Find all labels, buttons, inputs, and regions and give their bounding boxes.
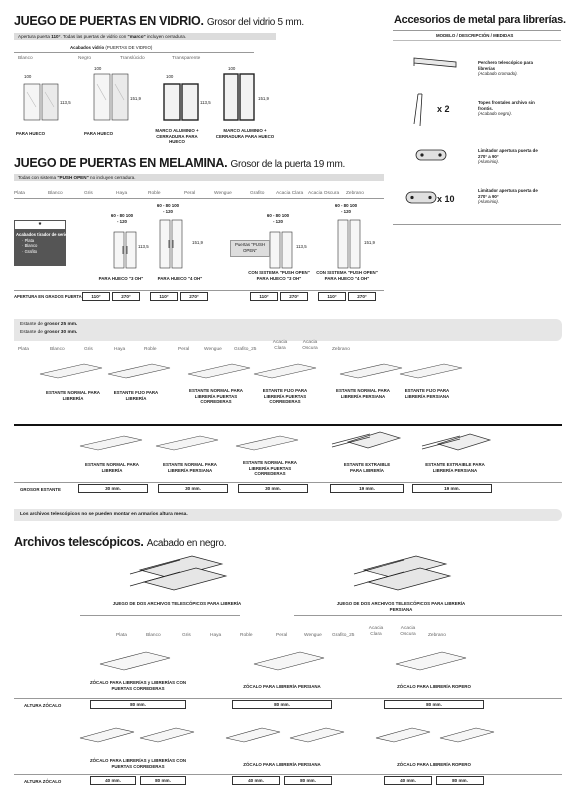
shelves-note: Los archivos telescópicos no se pueden montar en armarios altura mesa. — [20, 512, 188, 517]
melamine-title: JUEGO DE PUERTAS EN MELAMINA. — [14, 156, 228, 170]
plinth1-label: ZÓCALO PARA LIBRERÍA PERSIANA — [243, 684, 321, 689]
glass-title: JUEGO DE PUERTAS EN VIDRIO. — [14, 14, 204, 28]
metal-item-note: (Aluminio). — [478, 199, 499, 204]
angle-cell: 270° — [280, 292, 308, 301]
melamine-color: Zebrano — [346, 191, 364, 196]
mel-h-1: 113,5 — [138, 244, 149, 249]
plinth-row1-drawing — [100, 648, 500, 678]
plinth1-height-label: ALTURA ZÓCALO — [24, 703, 62, 708]
files-color: Blanco — [146, 633, 161, 638]
glass-finish: Translúcido — [120, 56, 145, 61]
metal-divider — [393, 30, 561, 31]
plinth1-label: ZÓCALO PARA LIBRERÍAS y LIBRERÍAS CON PUERTAS CORREDERAS — [89, 680, 187, 691]
metal-item-title: Perchero telescópico para librerías — [478, 60, 533, 71]
plinth1-height: 80 mm. — [232, 700, 332, 709]
mel-w-4: 60 - 80 100 - 120 — [334, 203, 358, 214]
mel-item-label: CON SISTEMA "PUSH OPEN" PARA HUECO "4 OH" — [316, 270, 378, 281]
shelf-color: Grafito_25 — [234, 347, 257, 352]
files-color: Plata — [116, 633, 127, 638]
thickness-cell: 30 mm. — [238, 484, 308, 493]
shelf-color: Blanco — [50, 347, 65, 352]
files-divider-1 — [80, 615, 240, 616]
melamine-color: Wengue — [214, 191, 232, 196]
glass-note-marco: "marco" — [127, 34, 146, 39]
handle-star: * — [14, 220, 66, 230]
metal-item-title: Topes frontales archivo sin frontis. — [478, 100, 535, 111]
shelves-rule — [14, 424, 562, 426]
shelf-row1-label: ESTANTE FIJO PARA LIBRERÍA PUERTAS CORREDERAS — [262, 388, 308, 404]
files-color: Acacia Clara — [368, 626, 384, 637]
glass-h-2: 151,9 — [130, 96, 141, 101]
glass-item-label: PARA HUECO — [84, 131, 114, 136]
angle-cell: 110° — [318, 292, 346, 301]
melamine-color: Haya — [116, 191, 128, 196]
shelf-color: Roble — [144, 347, 157, 352]
angle-cell: 270° — [180, 292, 208, 301]
melamine-color: Blanco — [48, 191, 63, 196]
plinth2-height: 80 mm. — [284, 776, 332, 785]
handle-list — [14, 238, 66, 254]
shelves-band — [14, 319, 562, 341]
shelves-row1-drawing — [40, 360, 500, 385]
files-color: Roble — [240, 633, 253, 638]
files-color: Zebrano — [428, 633, 446, 638]
melamine-note-suffix: no incluyen cerradura. — [88, 175, 136, 180]
melamine-color: Plata — [14, 191, 25, 196]
files-color: Grafito_25 — [332, 633, 355, 638]
angle-cell: 270° — [348, 292, 376, 301]
shelf-row1-label: ESTANTE NORMAL PARA LIBRERÍA PUERTAS CORREDERAS — [189, 388, 243, 404]
mel-h-3: 113,5 — [296, 244, 307, 249]
angle-cell: 110° — [250, 292, 278, 301]
metal-item-title: Limitador apertura puerta de 270° a 90° — [478, 188, 538, 199]
melamine-colors-divider — [14, 198, 384, 199]
metal-item-title: Limitador apertura puerta de 270° a 90° — [478, 148, 538, 159]
plinth2-height: 80 mm. — [436, 776, 484, 785]
plinth2-height: 80 mm. — [140, 776, 186, 785]
thickness-cell: 30 mm. — [78, 484, 148, 493]
handle-item: · Plata — [22, 238, 35, 243]
mel-h-2: 151,9 — [192, 240, 203, 245]
files-color: Acacia Oscura — [400, 626, 416, 637]
shelf-row1-label: ESTANTE NORMAL PARA LIBRERÍA PERSIANA — [336, 388, 390, 399]
shelves-band-line1: Estante de grosor 25 mm. — [20, 322, 78, 327]
plinth2-label: ZÓCALO PARA LIBRERÍAS y LIBRERÍAS CON PUERTAS CORREDERAS — [89, 758, 187, 769]
mel-h-4: 151,9 — [364, 240, 375, 245]
melamine-note — [14, 174, 384, 181]
plinth1-height: 80 mm. — [90, 700, 186, 709]
plinth2-height: 40 mm. — [384, 776, 432, 785]
shelf-color: Acacia Clara — [272, 340, 288, 351]
shelf-row2-label: ESTANTE NORMAL PARA LIBRERÍA PERSIANA — [163, 462, 217, 473]
mel-w-1: 60 - 80 100 - 120 — [110, 213, 134, 224]
metal-header: MODELO / DESCRIPCIÓN / MEDIDAS — [436, 33, 514, 38]
metal-bottom-divider — [393, 224, 561, 225]
melamine-color: Acacia Oscura — [308, 191, 340, 196]
plinth-row2-drawing — [80, 722, 520, 752]
files-item-label: JUEGO DE DOS ARCHIVOS TELESCÓPICOS PARA LIBRERÍA — [112, 601, 242, 606]
glass-finishes-label: Acabados vidrio — [70, 45, 105, 50]
shelf-row2-label: ESTANTE NORMAL PARA LIBRERÍA PUERTAS CORREDERAS — [243, 460, 297, 476]
plinth2-height: 40 mm. — [232, 776, 280, 785]
shelves-note-band — [14, 509, 562, 521]
glass-h-3: 113,5 — [200, 100, 211, 105]
glass-finishes-paren: (PUERTAS DE VIDRIO) — [105, 45, 153, 50]
files-color: Wengue — [304, 633, 322, 638]
files-divider-2 — [294, 615, 562, 616]
melamine-section-title — [14, 156, 345, 170]
files-color: Haya — [210, 633, 222, 638]
plinth1-divider — [14, 698, 562, 699]
glass-w-3: 100 — [166, 74, 174, 79]
plinth2-height-label: ALTURA ZÓCALO — [24, 779, 62, 784]
shelf-color: Gris — [84, 347, 93, 352]
files-color: Gris — [182, 633, 191, 638]
metal-title: Accesorios de metal para librerías. — [394, 14, 566, 26]
plinth1-height: 80 mm. — [384, 700, 484, 709]
thickness-cell: 19 mm. — [330, 484, 404, 493]
shelves-row2-drawing — [80, 430, 500, 460]
glass-subtitle: Grosor del vidrio 5 mm. — [206, 17, 304, 28]
files-title: Archivos telescópicos. — [14, 535, 144, 549]
plinth2-label: ZÓCALO PARA LIBRERÍA PERSIANA — [243, 762, 321, 767]
shelf-row1-label: ESTANTE FIJO PARA LIBRERÍA PERSIANA — [404, 388, 450, 399]
glass-h-4: 151,9 — [258, 96, 269, 101]
metal-item-3 — [478, 148, 548, 165]
shelf-color: Zebrano — [332, 347, 350, 352]
glass-note-mid: . Todas las puertas de vidrio con — [60, 34, 128, 39]
metal-item-note: (Acabado cromado). — [478, 71, 518, 76]
metal-item-4 — [478, 188, 548, 205]
melamine-subtitle: Grosor de la puerta 19 mm. — [230, 159, 345, 170]
shelf-color: Peral — [178, 347, 190, 352]
files-color: Peral — [276, 633, 288, 638]
shelf-color: Acacia Oscura — [302, 340, 318, 351]
files-drawing — [120, 550, 520, 598]
plinth2-divider — [14, 774, 562, 775]
files-subtitle: Acabado en negro. — [146, 538, 227, 549]
metal-item-2 — [478, 100, 548, 117]
melamine-note-push: "PUSH OPEN" — [57, 175, 89, 180]
melamine-note-prefix: Todas con sistema — [18, 175, 58, 180]
handle-finishes-box — [14, 222, 69, 266]
shelf-row1-label: ESTANTE FIJO PARA LIBRERÍA — [113, 390, 159, 401]
handle-item: · Grafito — [22, 248, 38, 254]
melamine-color: Peral — [184, 191, 196, 196]
melamine-color: Grafito — [250, 191, 265, 196]
mel-item-label: PARA HUECO "4 OH" — [157, 276, 203, 281]
metal-item-note: (Acabado negro). — [478, 111, 512, 116]
glass-note-prefix: Apertura puerta — [18, 34, 52, 39]
shelf-color: Haya — [114, 347, 126, 352]
thickness-cell: 19 mm. — [412, 484, 492, 493]
glass-w-1: 100 — [24, 74, 32, 79]
angles-row-label: APERTURA EN GRADOS PUERTA — [14, 294, 82, 299]
metal-qty-2: x 2 — [437, 104, 450, 114]
glass-section-title — [14, 14, 304, 28]
shelf-row2-label: ESTANTE NORMAL PARA LIBRERÍA — [85, 462, 139, 473]
mel-item-label: CON SISTEMA "PUSH OPEN" PARA HUECO "3 OH" — [248, 270, 310, 281]
shelf-row1-label: ESTANTE NORMAL PARA LIBRERÍA — [46, 390, 100, 401]
plinth2-height: 40 mm. — [90, 776, 136, 785]
glass-finish: Blanco — [18, 56, 33, 61]
angle-cell: 110° — [150, 292, 178, 301]
mel-w-3: 60 - 80 100 - 120 — [266, 213, 290, 224]
shelf-color: Wengue — [204, 347, 222, 352]
glass-w-2: 100 — [94, 66, 102, 71]
metal-qty-4: x 10 — [437, 194, 455, 204]
angle-cell: 270° — [112, 292, 140, 301]
thickness-cell: 30 mm. — [158, 484, 228, 493]
glass-finishes-divider — [14, 52, 254, 53]
shelf-color: Plata — [18, 347, 29, 352]
files-section-title — [14, 535, 226, 549]
melamine-color: Gris — [84, 191, 93, 196]
glass-w-4: 100 — [228, 66, 236, 71]
thickness-divider — [14, 482, 562, 483]
metal-item-note: (Aluminio). — [478, 159, 499, 164]
plinth2-label: ZÓCALO PARA LIBRERÍA ROPERO — [397, 762, 471, 767]
glass-note-suffix: incluyen cerradura. — [145, 34, 187, 39]
melamine-color: Roble — [148, 191, 161, 196]
angles-divider — [14, 290, 384, 291]
handle-item: · Blanco — [22, 243, 38, 249]
glass-finishes-heading — [70, 45, 152, 51]
metal-item-1 — [478, 60, 548, 77]
melamine-color: Acacia Clara — [276, 191, 304, 196]
files-item-label: JUEGO DE DOS ARCHIVOS TELESCÓPICOS PARA LIBRERÍA PERSIANA — [336, 601, 466, 612]
shelf-row2-label: ESTANTE EXTRAIBLE PARA LIBRERÍA PERSIANA — [425, 462, 485, 473]
handle-title: Acabados tirador de serie: — [16, 232, 69, 237]
glass-finish: Negro — [78, 56, 92, 61]
mel-w-2: 60 - 80 100 - 120 — [156, 203, 180, 214]
angle-cell: 110° — [82, 292, 110, 301]
shelves-band-line2: Estante de grosor 30 mm. — [20, 330, 78, 335]
metal-header-divider — [393, 40, 561, 41]
glass-finish: Transparente — [172, 56, 201, 61]
push-open-label: Puertas "PUSH OPEN" — [230, 240, 270, 257]
glass-note — [14, 33, 276, 40]
thickness-label: GROSOR ESTANTE — [20, 487, 61, 492]
plinth1-label: ZÓCALO PARA LIBRERÍA ROPERO — [397, 684, 471, 689]
glass-note-angle: 110° — [51, 34, 61, 39]
glass-item-label: MARCO ALUMINIO + CERRADURA PARA HUECO — [215, 128, 275, 139]
glass-h-1: 113,5 — [60, 100, 71, 105]
glass-item-label: MARCO ALUMINIO + CERRADURA PARA HUECO — [155, 128, 199, 144]
shelf-row2-label: ESTANTE EXTRAIBLE PARA LIBRERÍA — [343, 462, 391, 473]
glass-item-label: PARA HUECO — [16, 131, 46, 136]
mel-item-label: PARA HUECO "3 OH" — [98, 276, 144, 281]
